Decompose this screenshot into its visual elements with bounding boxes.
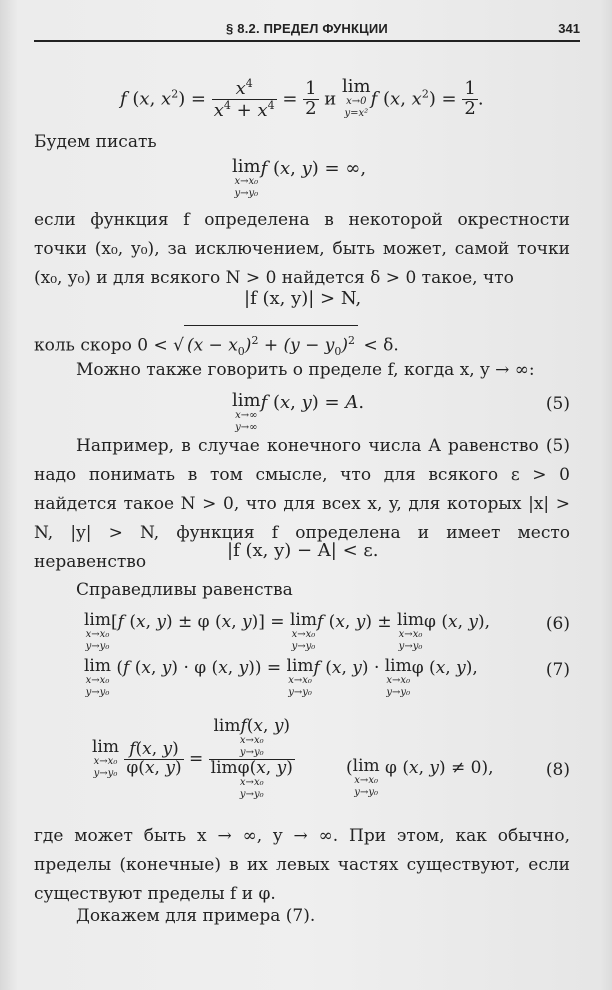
paragraph-7: где может быть x → ∞, y → ∞. При этом, как обычно, пределы (конечные) в их левых частях существуют, если существуют пределы f и φ. [34,826,570,904]
running-header [34,18,580,40]
paragraph-8: Докажем для примера (7). [76,906,316,926]
p3-prefix: коль скоро 0 < [34,335,168,356]
section-title: § 8.2. ПРЕДЕЛ ФУНКЦИИ [226,21,388,36]
equation-abs-N: |f (x, y)| > N, [244,288,362,309]
paragraph-1: Будем писать [34,132,157,152]
p3-suffix: < δ. [363,335,399,356]
paragraph-4: Можно также говорить о пределе f, когда x, y → ∞: [76,360,535,380]
equation-5-number: (5) [545,394,570,414]
equation-5: lim x→∞ y→∞ f (x, y) = A. [232,390,365,433]
equation-top: f (x, $x^2$) = $\frac{x^4}{x^4 + x^4}$ = $\frac{1}{2}$ и lim x→0 y=x² f (x, $x^2$) = $\frac{1}{2}$ . [120,76,484,121]
equation-6: lim x→x₀ y→y₀ [f (x, y) ± φ (x, y)] = lim x→x₀ y→y₀ f (x, y) ± lim x→x₀ y→y₀ φ (x, y), [84,610,491,652]
header-rule [34,40,580,42]
equation-8: lim x→x₀ y→y₀ $\frac{f(x, y)}{\varphi(x, y)}$ = limf(x, y) x→x₀ y→y₀ limφ(x, y) x→x₀ y→y₀ [92,716,293,800]
equation-7-number: (7) [545,660,570,680]
paragraph-6: Справедливы равенства [76,580,293,600]
page-number: 341 [558,21,580,36]
equation-eps: |f (x, y) − A| < ε. [227,540,379,561]
paragraph-5: Например, в случае конечного числа A равенство (5) надо понимать в том смысле, что для всякого ε > 0 найдется такое N > 0, что для всех x, y, для которых |x| > N, |y| > N, функция f определена и имеет место неравенство [34,436,570,572]
equation-7: lim x→x₀ y→y₀ (f (x, y) · φ (x, y)) = lim x→x₀ y→y₀ f (x, y) · lim x→x₀ y→y₀ φ (x, y), [84,656,478,698]
paragraph-3: коль скоро 0 < √ $(x - x_0)^2 + (y - y_0)^2 < \delta$. [34,325,570,366]
paragraph-2: если функция f определена в некоторой окрестности точки (x₀, y₀), за исключением, быть может, самой точки (x₀, y₀) и для всякого N > 0 найдется δ > 0 такое, что [34,210,570,288]
equation-8-condition: ( lim x→x₀ y→y₀ φ (x, y) ≠ 0), [346,756,494,798]
equation-8-number: (8) [545,760,570,780]
equation-lim-infinity: lim x→x₀ y→y₀ f (x, y) = ∞, [232,156,367,199]
equation-6-number: (6) [545,614,570,634]
